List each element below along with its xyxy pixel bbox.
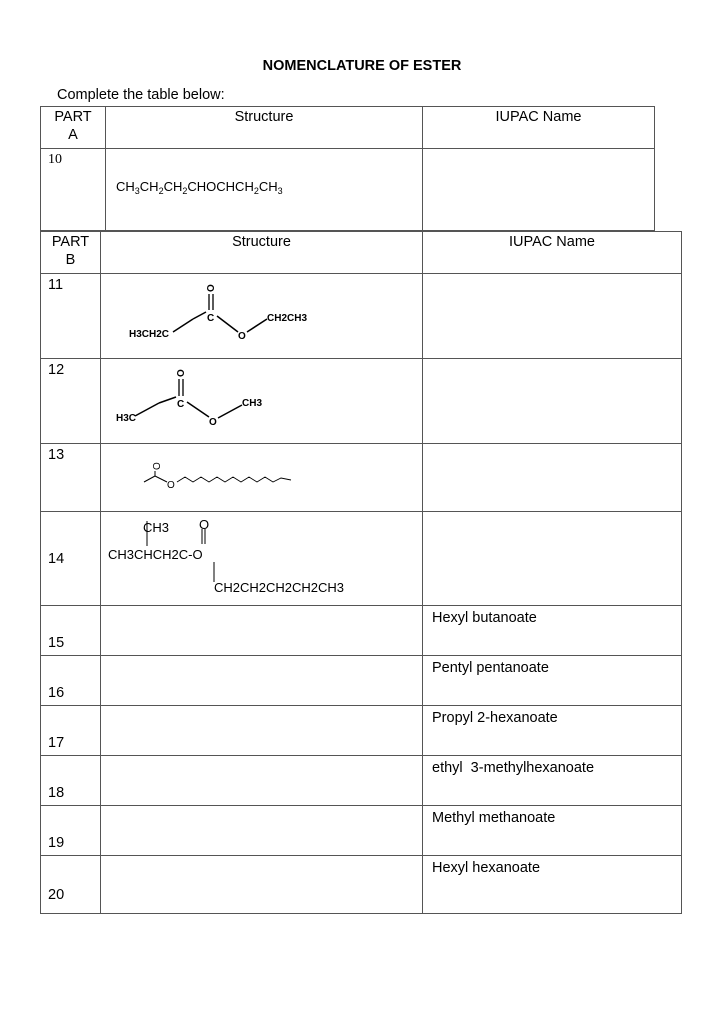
left-group-11: H3CH2C (129, 329, 170, 340)
row-number-16: 16 (41, 656, 101, 706)
structure-input-19[interactable] (101, 806, 423, 856)
left-group-12: H3C (116, 413, 137, 424)
carbonyl-o-12: O (176, 369, 187, 377)
part-b-structure-header: Structure (101, 232, 423, 274)
part-b-label-text: PART B (51, 234, 90, 268)
structure-cell-12 (101, 359, 423, 444)
name-input-14[interactable] (423, 512, 682, 606)
carbonyl-c-12: C (177, 399, 185, 410)
structure-input-20[interactable] (101, 856, 423, 914)
iupac-name-16: Pentyl pentanoate (423, 656, 682, 706)
row-number-15: 15 (41, 606, 101, 656)
ester-o-12: O (209, 417, 217, 428)
row-number-19: 19 (41, 806, 101, 856)
ester-structure-12 (101, 359, 421, 439)
name-input-12[interactable] (423, 359, 682, 444)
carbonyl-o-14: O (199, 517, 210, 532)
structure-input-18[interactable] (101, 756, 423, 806)
row-number-10: 10 (41, 149, 106, 231)
structure-input-15[interactable] (101, 606, 423, 656)
ester-o-11: O (238, 331, 246, 342)
iupac-name-20: Hexyl hexanoate (423, 856, 682, 914)
row-number-11: 11 (41, 274, 101, 359)
part-a-label (41, 107, 106, 149)
ester-o-13: O (167, 480, 175, 491)
part-b-table (40, 231, 682, 914)
structure-cell-11 (101, 274, 423, 359)
alkyl-chain-14: CH2CH2CH2CH2CH3 (214, 580, 345, 595)
ester-structure-14 (101, 512, 421, 601)
formula-10: $CH_3CH_2CH_2CHOCHCH_2CH_3$ (116, 179, 283, 196)
instruction-text: Complete the table below: (57, 87, 225, 103)
ester-structure-11 (101, 274, 421, 354)
part-a-label-text: PART A (54, 109, 92, 143)
page-title: NOMENCLATURE OF ESTER (262, 58, 462, 74)
carbonyl-o-11: O (206, 284, 217, 292)
iupac-name-19: Methyl methanoate (423, 806, 682, 856)
name-input-13[interactable] (423, 444, 682, 512)
right-group-12: CH3 (242, 398, 263, 409)
main-chain-14: CH3CHCH2C-O (108, 547, 203, 562)
name-input-10[interactable] (423, 149, 655, 231)
part-a-table (40, 106, 655, 231)
structure-cell-14 (101, 512, 423, 606)
row-number-14: 14 (41, 512, 101, 606)
row-number-17: 17 (41, 706, 101, 756)
part-b-label (41, 232, 101, 274)
part-b-name-header: IUPAC Name (423, 232, 682, 274)
part-a-structure-header: Structure (106, 107, 423, 149)
iupac-name-18: ethyl 3-methylhexanoate (423, 756, 682, 806)
part-a-name-header: IUPAC Name (423, 107, 655, 149)
row-number-20: 20 (41, 856, 101, 914)
structure-input-17[interactable] (101, 706, 423, 756)
structure-cell-13 (101, 444, 423, 512)
carbonyl-c-11: C (207, 313, 215, 324)
name-input-11[interactable] (423, 274, 682, 359)
branch-14: CH3 (143, 520, 170, 535)
right-group-11: CH2CH3 (267, 313, 308, 324)
structure-cell-10 (106, 149, 423, 231)
row-number-13: 13 (41, 444, 101, 512)
iupac-name-15: Hexyl butanoate (423, 606, 682, 656)
row-number-12: 12 (41, 359, 101, 444)
row-number-18: 18 (41, 756, 101, 806)
iupac-name-17: Propyl 2-hexanoate (423, 706, 682, 756)
structure-input-16[interactable] (101, 656, 423, 706)
carbonyl-o-13: O (152, 462, 163, 470)
ester-structure-13 (101, 444, 421, 507)
